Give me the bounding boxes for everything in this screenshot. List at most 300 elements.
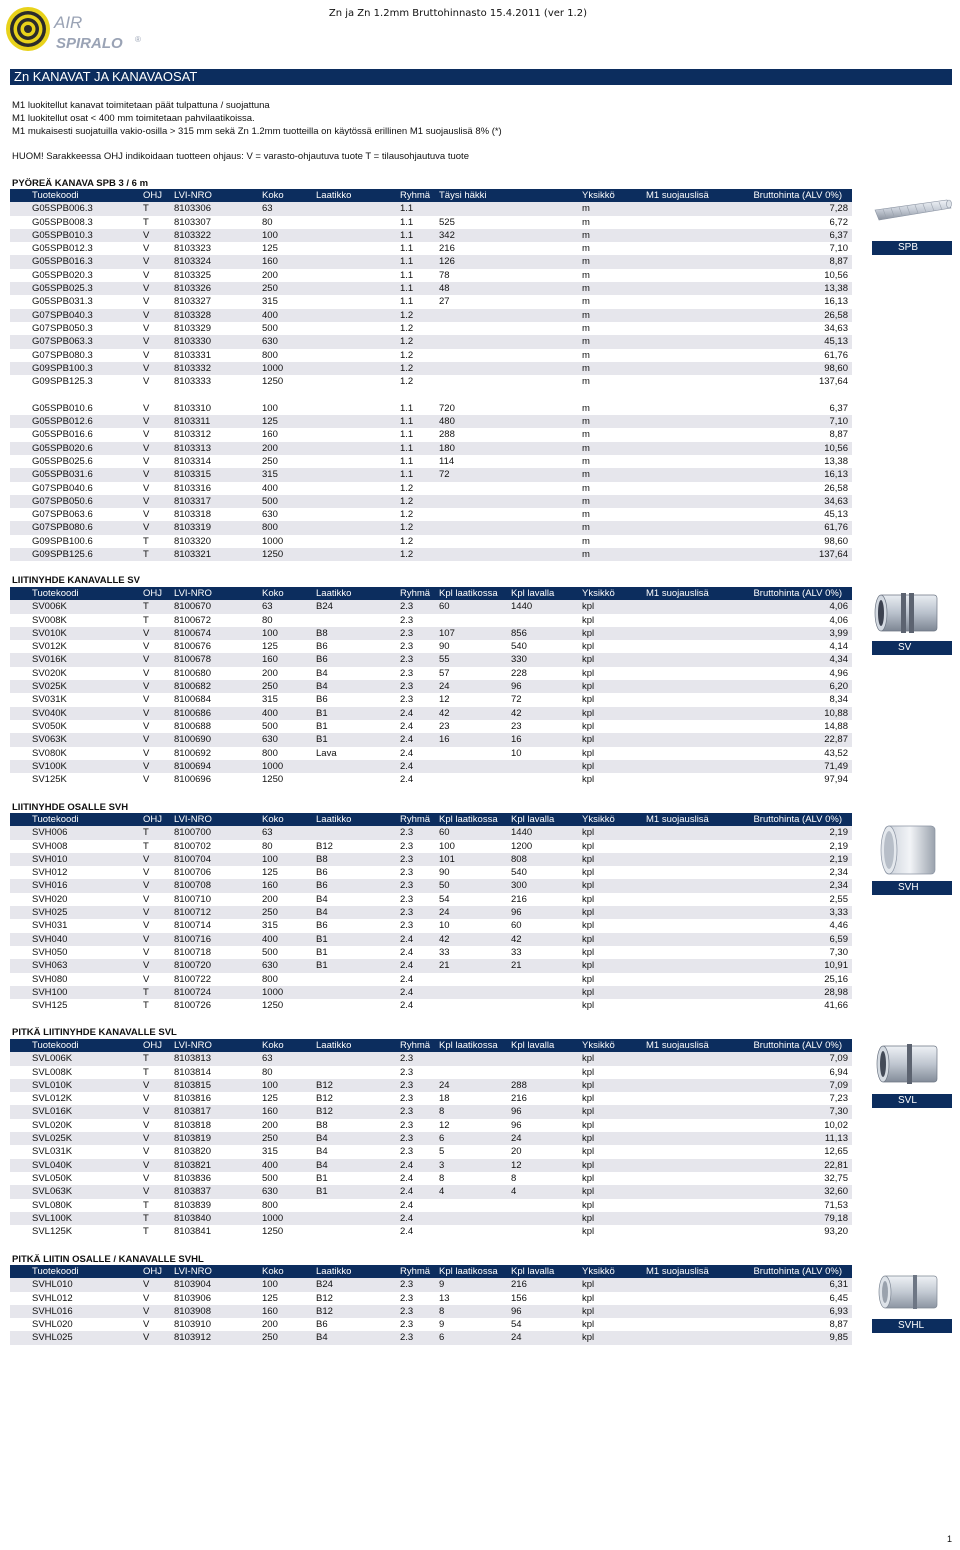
table-cell: SVL063K <box>10 1185 143 1198</box>
table-cell: 100 <box>262 627 316 640</box>
table-cell: 25,16 <box>736 973 852 986</box>
table-cell: 100 <box>262 1079 316 1092</box>
table-cell: SVH020 <box>10 893 143 906</box>
table-cell: 7,10 <box>736 415 852 428</box>
table-cell <box>511 1066 582 1079</box>
table-cell: SVH016 <box>10 879 143 892</box>
table-cell: T <box>143 1212 174 1225</box>
table-cell: 72 <box>511 693 582 706</box>
table-cell: 8103819 <box>174 1132 262 1145</box>
table-cell: 8100716 <box>174 933 262 946</box>
table-cell <box>316 322 400 335</box>
table-cell: 72 <box>439 468 511 481</box>
table-cell: 1.2 <box>400 482 439 495</box>
table-cell: 21 <box>439 959 511 972</box>
column-header: Koko <box>262 1039 316 1052</box>
table-cell: 1.1 <box>400 269 439 282</box>
table-cell: 2.3 <box>400 1105 439 1118</box>
table-cell: SVL008K <box>10 1066 143 1079</box>
table-cell <box>439 548 511 561</box>
table-cell: SVH125 <box>10 999 143 1012</box>
section-title: PITKÄ LIITINYHDE KANAVALLE SVL <box>12 1027 177 1038</box>
table-cell: 96 <box>511 1105 582 1118</box>
table-cell: 96 <box>511 906 582 919</box>
table-cell: 8103813 <box>174 1052 262 1065</box>
table-cell: 79,18 <box>736 1212 852 1225</box>
table-cell <box>439 535 511 548</box>
table-cell: 8100706 <box>174 866 262 879</box>
table-cell: 288 <box>439 428 511 441</box>
table-cell <box>646 747 736 760</box>
column-header: Yksikkö <box>582 587 646 600</box>
table-row <box>10 680 852 693</box>
table-cell: V <box>143 733 174 746</box>
table-cell: 330 <box>511 653 582 666</box>
intro-line: M1 mukaisesti suojatuilla vakio-osilla > 315 mm sekä Zn 1.2mm tuotteilla on käytössä erillinen M1 suojauslisä 8% (*) <box>12 126 502 137</box>
table-cell: 1.2 <box>400 548 439 561</box>
table-row <box>10 707 852 720</box>
table-cell: 8103821 <box>174 1159 262 1172</box>
table-cell: kpl <box>582 667 646 680</box>
table-cell <box>646 295 736 308</box>
table-cell: B4 <box>316 1145 400 1158</box>
table-cell: 1440 <box>511 826 582 839</box>
table-cell: m <box>582 535 646 548</box>
table-cell: B6 <box>316 693 400 706</box>
table-cell: kpl <box>582 1172 646 1185</box>
table-cell <box>646 680 736 693</box>
section-title: LIITINYHDE OSALLE SVH <box>12 802 129 813</box>
table-row <box>10 1092 852 1105</box>
column-header: Ryhmä <box>400 1039 439 1052</box>
table-cell: 156 <box>511 1292 582 1305</box>
table-cell: 1000 <box>262 535 316 548</box>
table-cell: m <box>582 202 646 215</box>
table-cell: 2.4 <box>400 1172 439 1185</box>
table-cell: kpl <box>582 600 646 613</box>
table-cell: kpl <box>582 1066 646 1079</box>
table-cell <box>646 667 736 680</box>
column-header: Kpl laatikossa <box>439 813 511 826</box>
column-header: LVI-NRO <box>174 189 262 202</box>
table-cell: m <box>582 548 646 561</box>
table-cell <box>646 1172 736 1185</box>
table-row <box>10 840 852 853</box>
table-cell <box>316 773 400 786</box>
table-cell: m <box>582 415 646 428</box>
table-row <box>10 1331 852 1344</box>
table-cell: 2.4 <box>400 1199 439 1212</box>
table-cell: 63 <box>262 202 316 215</box>
table-cell: T <box>143 1066 174 1079</box>
table-cell: G07SPB050.6 <box>10 495 143 508</box>
table-cell: SVH025 <box>10 906 143 919</box>
table-cell <box>511 255 582 268</box>
table-cell: 160 <box>262 1305 316 1318</box>
table-cell <box>439 1052 511 1065</box>
table-cell: 8103840 <box>174 1212 262 1225</box>
table-row <box>10 1305 852 1318</box>
table-cell: V <box>143 959 174 972</box>
table-cell: V <box>143 1119 174 1132</box>
table-cell <box>646 269 736 282</box>
table-cell: 125 <box>262 640 316 653</box>
table-cell: V <box>143 866 174 879</box>
table-cell: SV025K <box>10 680 143 693</box>
table-cell: 8100696 <box>174 773 262 786</box>
table-cell <box>316 508 400 521</box>
table-row <box>10 1066 852 1079</box>
table-cell: 93,20 <box>736 1225 852 1238</box>
table-cell: 8100710 <box>174 893 262 906</box>
table-cell: 13,38 <box>736 282 852 295</box>
table-cell: 2.3 <box>400 1305 439 1318</box>
table-cell: G05SPB006.3 <box>10 202 143 215</box>
table-cell <box>439 1212 511 1225</box>
table-cell: V <box>143 1305 174 1318</box>
table-cell: m <box>582 216 646 229</box>
sv-connector-image <box>873 587 945 639</box>
table-cell: 800 <box>262 747 316 760</box>
table-cell <box>646 653 736 666</box>
table-cell: 34,63 <box>736 322 852 335</box>
table-cell: V <box>143 295 174 308</box>
table-cell <box>646 202 736 215</box>
table-cell <box>646 693 736 706</box>
table-cell: V <box>143 906 174 919</box>
table-cell: 8103912 <box>174 1331 262 1344</box>
table-cell: T <box>143 600 174 613</box>
table-row <box>10 1212 852 1225</box>
table-cell <box>646 415 736 428</box>
table-cell: T <box>143 840 174 853</box>
table-cell: 16,13 <box>736 295 852 308</box>
table-cell <box>316 202 400 215</box>
column-header: Täysi häkki <box>439 189 511 202</box>
table-cell <box>646 999 736 1012</box>
table-cell: 525 <box>439 216 511 229</box>
table-cell <box>511 973 582 986</box>
table-cell <box>511 1199 582 1212</box>
table-cell: 125 <box>262 242 316 255</box>
table-cell: 200 <box>262 442 316 455</box>
table-cell: kpl <box>582 733 646 746</box>
table-cell: 96 <box>511 1305 582 1318</box>
table-cell: 2.4 <box>400 733 439 746</box>
table-cell: V <box>143 255 174 268</box>
table-cell <box>511 242 582 255</box>
table-cell: 1250 <box>262 375 316 388</box>
column-header: Ryhmä <box>400 189 439 202</box>
table-cell: 4,96 <box>736 667 852 680</box>
table-cell: 1.2 <box>400 349 439 362</box>
table-cell: 2,34 <box>736 879 852 892</box>
table-cell: B4 <box>316 1132 400 1145</box>
table-row <box>10 973 852 986</box>
table-cell <box>316 255 400 268</box>
table-cell: m <box>582 269 646 282</box>
table-cell: m <box>582 255 646 268</box>
table-cell: m <box>582 309 646 322</box>
column-header: Bruttohinta (ALV 0%) <box>736 813 852 826</box>
intro-line: M1 luokitellut osat < 400 mm toimitetaan pahvilaatikoissa. <box>12 113 255 124</box>
table-cell: 800 <box>262 1199 316 1212</box>
table-cell: 2,34 <box>736 866 852 879</box>
table-cell: V <box>143 1105 174 1118</box>
table-cell: 2.3 <box>400 906 439 919</box>
table-cell <box>511 362 582 375</box>
table-cell: T <box>143 1052 174 1065</box>
table-cell: 2,19 <box>736 840 852 853</box>
table-cell: 8103816 <box>174 1092 262 1105</box>
table-cell: 1200 <box>511 840 582 853</box>
table-row <box>10 322 852 335</box>
table-cell: 8103817 <box>174 1105 262 1118</box>
table-cell: 1.2 <box>400 535 439 548</box>
table-cell: 8103313 <box>174 442 262 455</box>
table-cell: 2.4 <box>400 933 439 946</box>
table-cell <box>646 1318 736 1331</box>
table-cell: T <box>143 202 174 215</box>
table-cell: 126 <box>439 255 511 268</box>
table-row <box>10 760 852 773</box>
table-cell: SVL016K <box>10 1105 143 1118</box>
table-cell <box>316 999 400 1012</box>
table-cell: 2.3 <box>400 693 439 706</box>
table-cell: V <box>143 375 174 388</box>
table-cell: V <box>143 760 174 773</box>
table-cell <box>646 853 736 866</box>
table-cell: 8103908 <box>174 1305 262 1318</box>
table-cell: 8103815 <box>174 1079 262 1092</box>
table-cell: 4 <box>511 1185 582 1198</box>
table-cell: 2.3 <box>400 1132 439 1145</box>
table-cell: 288 <box>511 1079 582 1092</box>
table-cell: B1 <box>316 946 400 959</box>
column-header: LVI-NRO <box>174 587 262 600</box>
table-cell: B24 <box>316 1278 400 1291</box>
section-title: LIITINYHDE KANAVALLE SV <box>12 575 140 586</box>
table-cell <box>316 548 400 561</box>
table-cell <box>646 335 736 348</box>
table-cell: 8103321 <box>174 548 262 561</box>
document-header: Zn ja Zn 1.2mm Bruttohinnasto 15.4.2011 (ver 1.2) <box>328 8 587 19</box>
table-cell: 8103323 <box>174 242 262 255</box>
table-cell: kpl <box>582 999 646 1012</box>
table-cell: G05SPB008.3 <box>10 216 143 229</box>
table-cell: 160 <box>262 255 316 268</box>
table-cell: 12,65 <box>736 1145 852 1158</box>
table-cell: 80 <box>262 216 316 229</box>
table-cell: 1.2 <box>400 335 439 348</box>
table-cell <box>646 933 736 946</box>
table-cell <box>646 1199 736 1212</box>
table-header-row <box>10 189 852 202</box>
table-cell: m <box>582 242 646 255</box>
table-cell: SVH050 <box>10 946 143 959</box>
table-row <box>10 535 852 548</box>
table-cell: kpl <box>582 879 646 892</box>
table-cell: V <box>143 229 174 242</box>
column-header: Bruttohinta (ALV 0%) <box>736 587 852 600</box>
table-cell <box>316 442 400 455</box>
table-cell: kpl <box>582 1278 646 1291</box>
table-cell <box>646 1212 736 1225</box>
table-cell: V <box>143 282 174 295</box>
table-cell <box>646 548 736 561</box>
table-cell: 540 <box>511 866 582 879</box>
table-cell <box>511 1052 582 1065</box>
table-cell: V <box>143 1159 174 1172</box>
table-cell: B6 <box>316 866 400 879</box>
table-cell: V <box>143 773 174 786</box>
table-cell: 4,06 <box>736 614 852 627</box>
table-cell <box>646 349 736 362</box>
table-cell: kpl <box>582 986 646 999</box>
table-cell <box>511 216 582 229</box>
table-cell <box>646 309 736 322</box>
table-row <box>10 1159 852 1172</box>
table-cell: 10,56 <box>736 442 852 455</box>
table-cell <box>582 388 646 401</box>
table-cell: V <box>143 495 174 508</box>
table-cell: 8103333 <box>174 375 262 388</box>
table-cell: 160 <box>262 879 316 892</box>
table-cell: V <box>143 640 174 653</box>
table-cell: 8103327 <box>174 295 262 308</box>
table-cell: T <box>143 1225 174 1238</box>
table-cell: B4 <box>316 893 400 906</box>
column-header: LVI-NRO <box>174 1039 262 1052</box>
table-cell: 125 <box>262 415 316 428</box>
table-cell: kpl <box>582 1079 646 1092</box>
table-cell <box>316 614 400 627</box>
table-cell: m <box>582 442 646 455</box>
table-cell: SVH080 <box>10 973 143 986</box>
table-cell: 315 <box>262 693 316 706</box>
table-cell: 61,76 <box>736 349 852 362</box>
table-cell: 1000 <box>262 986 316 999</box>
table-cell: G09SPB125.6 <box>10 548 143 561</box>
table-cell: 13 <box>439 1292 511 1305</box>
table-cell <box>646 826 736 839</box>
table-row <box>10 455 852 468</box>
table-cell: kpl <box>582 1212 646 1225</box>
table-cell: G07SPB040.6 <box>10 482 143 495</box>
table-cell: 8103330 <box>174 335 262 348</box>
table-cell: m <box>582 335 646 348</box>
table-cell: 100 <box>262 402 316 415</box>
table-header-row <box>10 1039 852 1052</box>
page-title: Zn KANAVAT JA KANAVAOSAT <box>10 69 952 85</box>
table-cell: 11,13 <box>736 1132 852 1145</box>
table-row <box>10 747 852 760</box>
table-cell: SVHL025 <box>10 1331 143 1344</box>
table-cell: 216 <box>511 1278 582 1291</box>
table-cell: 10,02 <box>736 1119 852 1132</box>
table-cell: V <box>143 693 174 706</box>
table-cell: 2.3 <box>400 840 439 853</box>
table-cell: 8100714 <box>174 919 262 932</box>
table-cell <box>646 720 736 733</box>
table-cell: kpl <box>582 1185 646 1198</box>
table-cell: 33 <box>439 946 511 959</box>
table-cell: V <box>143 879 174 892</box>
table-cell: SVH100 <box>10 986 143 999</box>
table-cell: B1 <box>316 720 400 733</box>
table-cell: 2.3 <box>400 614 439 627</box>
table-cell: T <box>143 535 174 548</box>
table-cell: 2.3 <box>400 1145 439 1158</box>
table-cell: 2.3 <box>400 640 439 653</box>
table-cell: G07SPB040.3 <box>10 309 143 322</box>
column-header: LVI-NRO <box>174 1265 262 1278</box>
table-cell: 8 <box>439 1172 511 1185</box>
table-cell: 1.2 <box>400 322 439 335</box>
table-cell: 2.4 <box>400 1212 439 1225</box>
table-cell: kpl <box>582 946 646 959</box>
table-cell <box>646 627 736 640</box>
table-row <box>10 508 852 521</box>
table-cell: 32,75 <box>736 1172 852 1185</box>
table-cell <box>511 548 582 561</box>
table-cell: 8103320 <box>174 535 262 548</box>
table-row <box>10 906 852 919</box>
table-cell: V <box>143 853 174 866</box>
table-cell: 16 <box>511 733 582 746</box>
table-cell: G05SPB020.6 <box>10 442 143 455</box>
table-cell: V <box>143 919 174 932</box>
column-header: Kpl laatikossa <box>439 1265 511 1278</box>
table-cell: 8103841 <box>174 1225 262 1238</box>
table-cell: 6,94 <box>736 1066 852 1079</box>
table-cell: G09SPB100.3 <box>10 362 143 375</box>
table-cell <box>646 1292 736 1305</box>
table-cell: B6 <box>316 653 400 666</box>
table-row <box>10 335 852 348</box>
table-cell: 315 <box>262 295 316 308</box>
table-row <box>10 482 852 495</box>
table-cell: 480 <box>439 415 511 428</box>
table-row <box>10 415 852 428</box>
table-cell <box>439 309 511 322</box>
table-cell: 54 <box>439 893 511 906</box>
table-row <box>10 1292 852 1305</box>
table-cell: B1 <box>316 959 400 972</box>
table-cell: kpl <box>582 614 646 627</box>
table-cell: 2.4 <box>400 707 439 720</box>
table-cell: B4 <box>316 1331 400 1344</box>
table-cell: 7,23 <box>736 1092 852 1105</box>
table-cell <box>646 733 736 746</box>
table-row <box>10 773 852 786</box>
table-cell: SVH006 <box>10 826 143 839</box>
table-cell: 2,19 <box>736 826 852 839</box>
table-row <box>10 946 852 959</box>
table-cell: m <box>582 495 646 508</box>
table-cell <box>511 999 582 1012</box>
table-cell: kpl <box>582 906 646 919</box>
table-cell: 4,14 <box>736 640 852 653</box>
section-title: PITKÄ LIITIN OSALLE / KANAVALLE SVHL <box>12 1254 204 1265</box>
table-cell: 8103324 <box>174 255 262 268</box>
table-cell: m <box>582 349 646 362</box>
table-cell: 315 <box>262 1145 316 1158</box>
table-cell: kpl <box>582 1119 646 1132</box>
table-cell: 90 <box>439 640 511 653</box>
table-cell <box>316 428 400 441</box>
table-cell: 250 <box>262 455 316 468</box>
